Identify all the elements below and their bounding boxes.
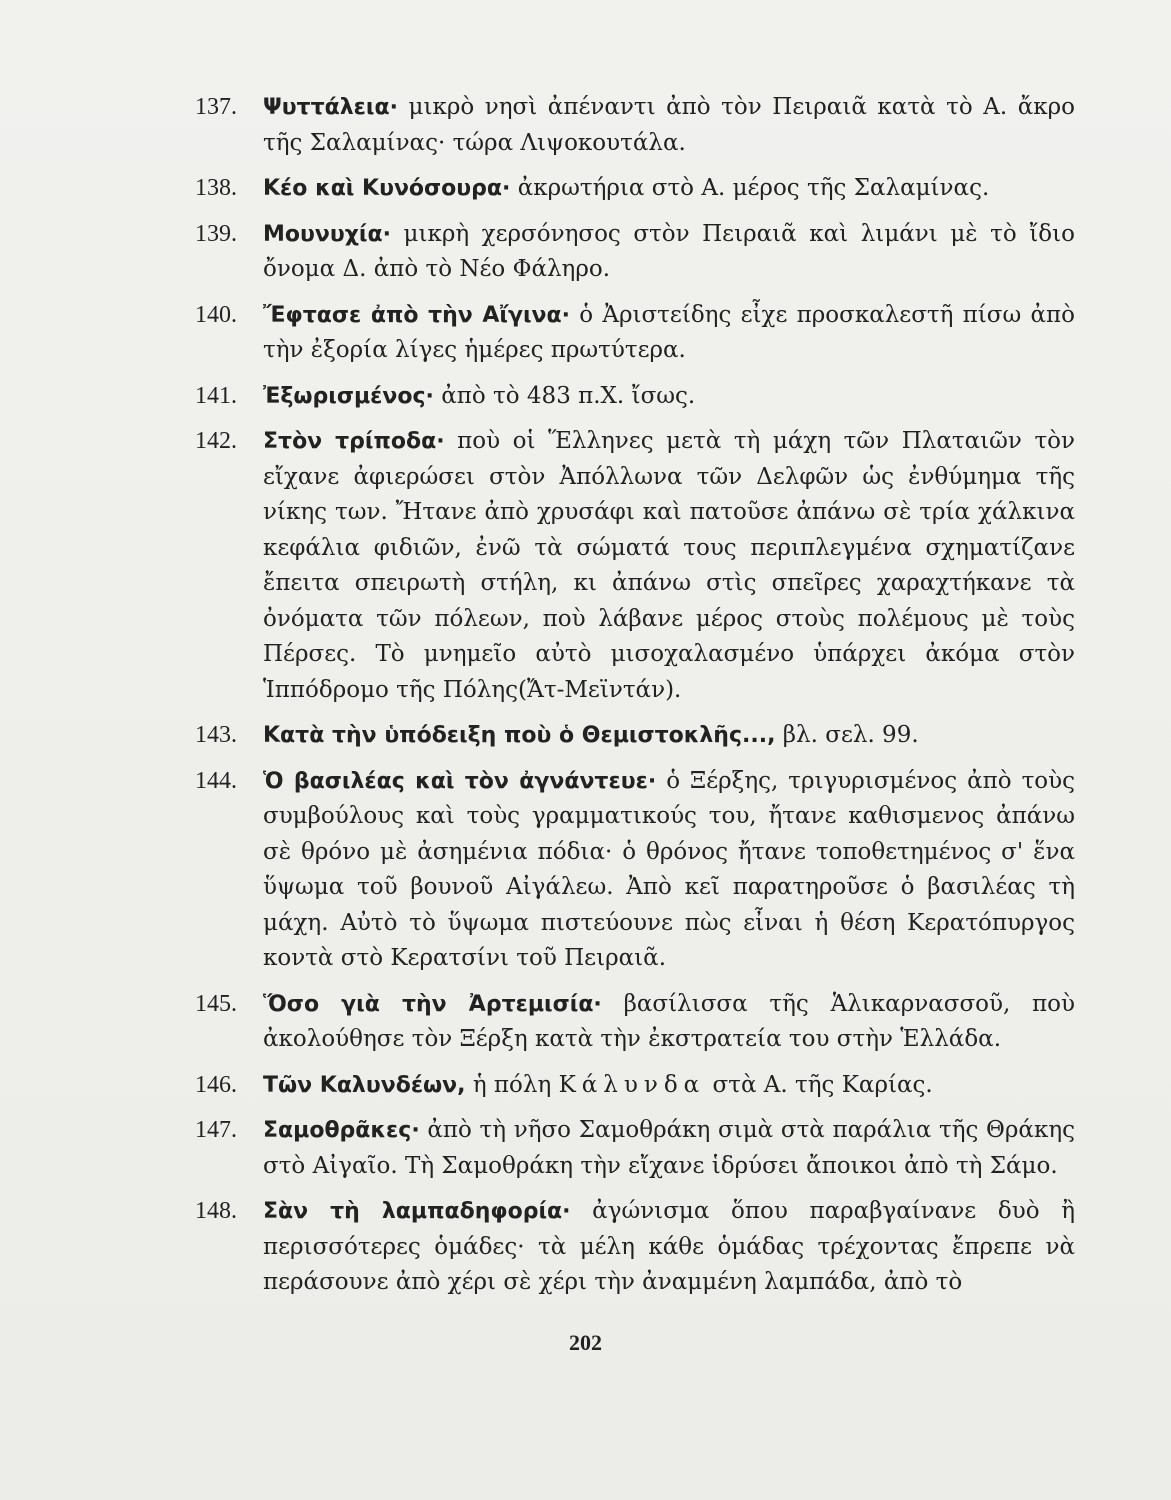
note-145 [195,987,1075,1058]
note-number: 143. [195,722,237,748]
note-142 [195,424,1075,708]
note-lemma: Μουνυχία· [263,221,391,247]
note-text: ἀπὸ τὸ 483 π.Χ. ἴσως. [441,382,696,409]
note-number: 148. [195,1198,237,1224]
notes-list [195,90,1075,1311]
note-number: 141. [195,382,237,409]
note-146 [195,1068,1075,1104]
note-number: 146. [195,1071,237,1098]
note-text: ποὺ οἱ Ἕλληνες μετὰ τὴ μάχη τῶν Πλαταιῶν τὸν εἴχανε ἀφιερώσει στὸν Ἀπόλλωνα τῶν Δελφῶν ὡς ἐνθύμημα τῆς νίκης των. Ἤτανε ἀπὸ χρυσάφι καὶ πατοῦσε ἀπάνω σὲ τρία χάλκινα κεφάλια φιδιῶν, ἐνῶ τὰ σώματά τους περιπλεγμένα σχηματίζανε ἔπειτα σπειρωτὴ στήλη, κι ἀπάνω στὶς σπεῖρες χαραχτήκανε τὰ ὀνόματα τῶν πόλεων, ποὺ λάβανε μέρος στοὺς πολέμους μὲ τοὺς Πέρσες. Τὸ μνημεῖο αὐτὸ μισοχαλασμένο ὑπάρχει ἀκόμα στὸν Ἱππόδρομο τῆς Πόλης(Ἄτ-Μεϊντάν). [263,428,1075,703]
note-number: 140. [195,301,237,328]
note-138 [195,171,1075,207]
note-number: 147. [195,1117,237,1143]
note-text: ἀκρωτήρια στὸ Α. μέρος τῆς Σαλαμίνας. [517,175,990,201]
note-lemma: Ὅσο γιὰ τὴν Ἀρτεμισία· [263,991,602,1017]
note-number: 144. [195,767,237,794]
note-text: βασίλισσα τῆς Ἁλικαρνασσοῦ, ποὺ ἀκολούθησε τὸν Ξέρξη κατὰ τὴν ἐκστρατεία του στὴν Ἑλλάδα. [263,990,1076,1052]
note-number: 137. [195,94,237,120]
page-number: 202 [569,1330,602,1355]
note-number: 138. [195,175,237,201]
note-text: μικρὴ χερσόνησος στὸν Πειραιᾶ καὶ λιμάνι μὲ τὸ ἴδιο ὄνομα Δ. ἀπὸ τὸ Νέο Φάληρο. [263,220,1076,282]
note-148 [195,1194,1075,1301]
note-140 [195,298,1075,369]
note-lemma: Στὸν τρίποδα· [263,429,445,454]
note-143 [195,718,1075,754]
note-lemma: Ἔφτασε ἀπὸ τὴν Αἴγινα· [263,302,570,328]
note-number: 145. [195,990,237,1017]
note-text: ὁ Ξέρξης, τριγυρισμένος ἀπὸ τοὺς συμβούλους καὶ τοὺς γραμματικούς του, ἤτανε καθισμενος ἀπάνω σὲ θρόνο μὲ ἀσημένια πόδια· ὁ θρόνος ἤτανε τοποθετημένος σ' ἕνα ὕψωμα τοῦ βουνοῦ Αἰγάλεω. Ἀπὸ κεῖ παρατηροῦσε ὁ βασιλέας τὴ μάχη. Αὐτὸ τὸ ὕψωμα πιστεύουνε πὼς εἶναι ἡ θέση Κερατόπυργος κοντὰ στὸ Κερατσίνι τοῦ Πειραιᾶ. [263,767,1076,971]
note-141 [195,379,1075,415]
note-spaced-word: Κάλυνδα [558,1071,706,1098]
note-number: 142. [195,428,237,454]
note-lemma: Κατὰ τὴν ὑπόδειξη ποὺ ὁ Θεμιστοκλῆς..., [263,723,776,748]
note-text: ἀγώνισμα ὅπου παραβγαίνανε δυὸ ἢ περισσότερες ὁμάδες· τὰ μέλη κάθε ὁμάδας τρέχοντας ἔπρεπε νὰ περάσουνε ἀπὸ χέρι σὲ χέρι τὴν ἀναμμένη λαμπάδα, ἀπὸ τὸ [263,1198,1076,1295]
note-text: ἀπὸ τὴ νῆσο Σαμοθράκη σιμὰ στὰ παράλια τῆς Θράκης στὸ Αἰγαῖο. Τὴ Σαμοθράκη τὴν εἴχανε ἱδρύσει ἄποικοι ἀπὸ τὴ Σάμο. [263,1117,1075,1179]
note-text: ὁ Ἀριστείδης εἶχε προσκαλεστῆ πίσω ἀπὸ τὴν ἐξορία λίγες ἡμέρες πρωτύτερα. [263,301,1075,363]
note-147 [195,1113,1075,1184]
note-lemma: Σὰν τὴ λαμπαδηφορία· [263,1199,571,1224]
note-lemma: Ψυττάλεια· [263,95,398,120]
note-lemma: Σαμοθρᾶκες· [263,1118,420,1143]
note-144 [195,764,1075,977]
note-lemma: Ἐξωρισμένος· [263,383,434,409]
note-text: βλ. σελ. 99. [782,722,919,748]
note-137 [195,90,1075,161]
note-text-after: στὰ Α. τῆς Καρίας. [712,1071,933,1098]
note-lemma: Κέο καὶ Κυνόσουρα· [263,176,511,201]
note-lemma: Ὁ βασιλέας καὶ τὸν ἀγνάντευε· [263,768,657,794]
note-139 [195,217,1075,288]
note-number: 139. [195,220,237,247]
note-text-before: ἡ πόλη [472,1071,552,1098]
note-text: μικρὸ νησὶ ἀπέναντι ἀπὸ τὸν Πειραιᾶ κατὰ τὸ Α. ἄκρο τῆς Σαλαμίνας· τώρα Λιψοκουτάλα. [263,94,1075,156]
note-lemma: Τῶν Καλυνδέων, [263,1072,466,1098]
